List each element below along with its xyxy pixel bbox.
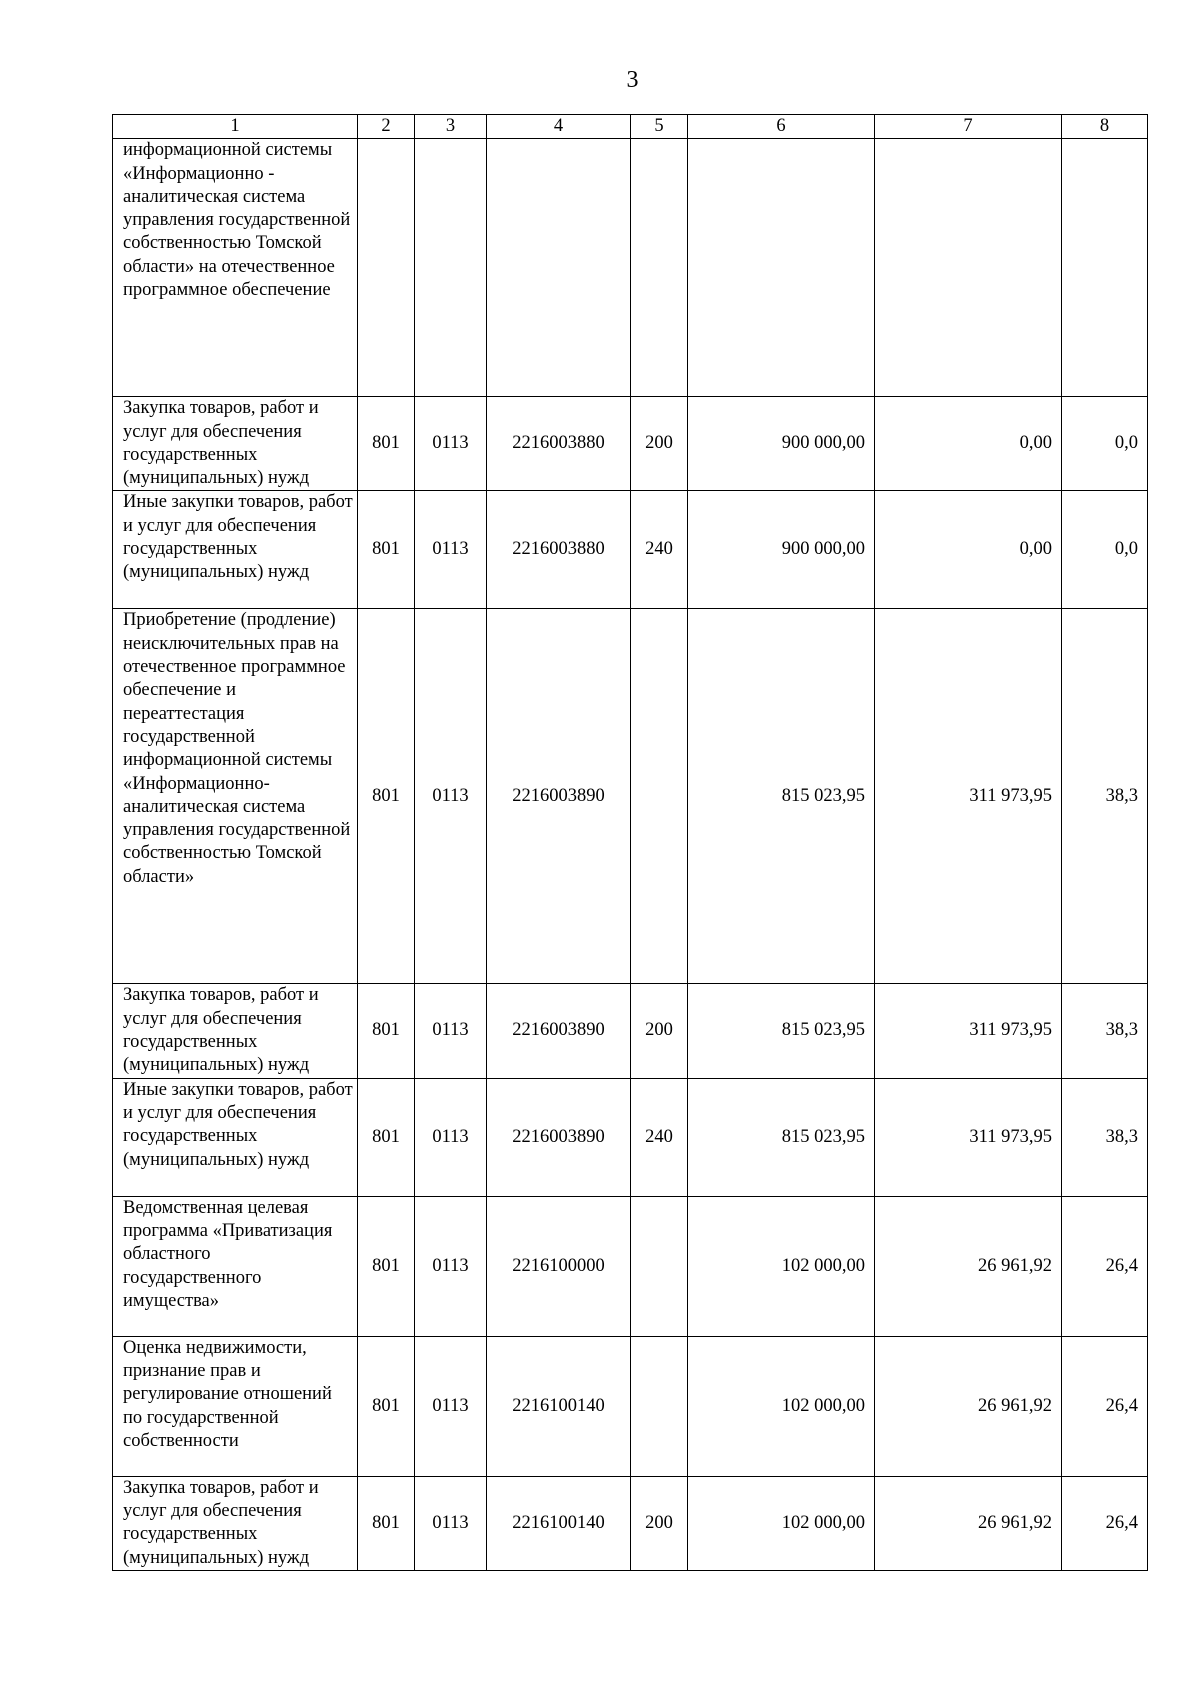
row-name-cell: информационной системы «Информационно - аналитическая система управления государственной собственностью Томской области» на отечественное программное обеспечение	[113, 139, 358, 397]
section-cell: 0113	[415, 1476, 487, 1570]
table-row	[113, 491, 1148, 609]
header-cell: 1	[113, 115, 358, 139]
row-name-cell: Ведомственная целевая программа «Приватизация областного государственного имущества»	[113, 1196, 358, 1336]
code-cell	[358, 139, 415, 397]
table-row	[113, 609, 1148, 984]
header-cell: 4	[487, 115, 631, 139]
executed-cell: 26 961,92	[875, 1336, 1062, 1476]
table-row	[113, 397, 1148, 491]
target-article-cell: 2216003880	[487, 397, 631, 491]
percent-cell: 38,3	[1062, 984, 1148, 1078]
header-cell: 5	[631, 115, 688, 139]
header-cell: 8	[1062, 115, 1148, 139]
section-cell: 0113	[415, 1078, 487, 1196]
row-name-cell: Иные закупки товаров, работ и услуг для обеспечения государственных (муниципальных) нужд	[113, 491, 358, 609]
percent-cell: 38,3	[1062, 609, 1148, 984]
section-cell	[415, 139, 487, 397]
executed-cell: 0,00	[875, 491, 1062, 609]
amount-cell: 815 023,95	[688, 1078, 875, 1196]
row-name-cell: Оценка недвижимости, признание прав и регулирование отношений по государственной собственности	[113, 1336, 358, 1476]
percent-cell: 0,0	[1062, 397, 1148, 491]
table-row	[113, 1196, 1148, 1336]
executed-cell: 26 961,92	[875, 1196, 1062, 1336]
percent-cell: 26,4	[1062, 1336, 1148, 1476]
target-article-cell: 2216100000	[487, 1196, 631, 1336]
section-cell: 0113	[415, 609, 487, 984]
expense-type-cell	[631, 609, 688, 984]
code-cell: 801	[358, 491, 415, 609]
row-name-cell: Закупка товаров, работ и услуг для обеспечения государственных (муниципальных) нужд	[113, 984, 358, 1078]
expense-type-cell: 240	[631, 1078, 688, 1196]
header-cell: 6	[688, 115, 875, 139]
amount-cell: 815 023,95	[688, 609, 875, 984]
executed-cell: 311 973,95	[875, 984, 1062, 1078]
code-cell: 801	[358, 397, 415, 491]
target-article-cell: 2216100140	[487, 1336, 631, 1476]
amount-cell: 102 000,00	[688, 1476, 875, 1570]
amount-cell: 815 023,95	[688, 984, 875, 1078]
expense-type-cell: 240	[631, 491, 688, 609]
header-cell: 7	[875, 115, 1062, 139]
expense-type-cell: 200	[631, 984, 688, 1078]
budget-table	[112, 114, 1148, 1571]
table-row	[113, 984, 1148, 1078]
executed-cell: 26 961,92	[875, 1476, 1062, 1570]
table-row	[113, 1078, 1148, 1196]
section-cell: 0113	[415, 984, 487, 1078]
header-cell: 3	[415, 115, 487, 139]
table-row	[113, 1476, 1148, 1570]
section-cell: 0113	[415, 397, 487, 491]
table-row	[113, 1336, 1148, 1476]
section-cell: 0113	[415, 491, 487, 609]
code-cell: 801	[358, 1078, 415, 1196]
target-article-cell: 2216100140	[487, 1476, 631, 1570]
row-name-cell: Закупка товаров, работ и услуг для обеспечения государственных (муниципальных) нужд	[113, 397, 358, 491]
percent-cell	[1062, 139, 1148, 397]
amount-cell: 900 000,00	[688, 491, 875, 609]
page-number: 3	[626, 67, 639, 93]
row-name-cell: Приобретение (продление) неисключительных прав на отечественное программное обеспечение и переаттестация государственной информационной системы «Информационно-аналитическая система управления государственной собственностью Томской области»	[113, 609, 358, 984]
code-cell: 801	[358, 984, 415, 1078]
executed-cell	[875, 139, 1062, 397]
expense-type-cell	[631, 1336, 688, 1476]
code-cell: 801	[358, 609, 415, 984]
target-article-cell: 2216003890	[487, 984, 631, 1078]
row-name-cell: Закупка товаров, работ и услуг для обеспечения государственных (муниципальных) нужд	[113, 1476, 358, 1570]
amount-cell: 102 000,00	[688, 1196, 875, 1336]
expense-type-cell: 200	[631, 397, 688, 491]
target-article-cell	[487, 139, 631, 397]
row-name-cell: Иные закупки товаров, работ и услуг для обеспечения государственных (муниципальных) нужд	[113, 1078, 358, 1196]
code-cell: 801	[358, 1196, 415, 1336]
executed-cell: 311 973,95	[875, 1078, 1062, 1196]
code-cell: 801	[358, 1476, 415, 1570]
target-article-cell: 2216003890	[487, 1078, 631, 1196]
expense-type-cell	[631, 1196, 688, 1336]
percent-cell: 0,0	[1062, 491, 1148, 609]
amount-cell: 900 000,00	[688, 397, 875, 491]
percent-cell: 26,4	[1062, 1196, 1148, 1336]
target-article-cell: 2216003890	[487, 609, 631, 984]
target-article-cell: 2216003880	[487, 491, 631, 609]
table-row	[113, 139, 1148, 397]
header-cell: 2	[358, 115, 415, 139]
percent-cell: 38,3	[1062, 1078, 1148, 1196]
table-header-row	[113, 115, 1148, 139]
expense-type-cell: 200	[631, 1476, 688, 1570]
expense-type-cell	[631, 139, 688, 397]
amount-cell: 102 000,00	[688, 1336, 875, 1476]
executed-cell: 0,00	[875, 397, 1062, 491]
section-cell: 0113	[415, 1336, 487, 1476]
percent-cell: 26,4	[1062, 1476, 1148, 1570]
section-cell: 0113	[415, 1196, 487, 1336]
code-cell: 801	[358, 1336, 415, 1476]
executed-cell: 311 973,95	[875, 609, 1062, 984]
amount-cell	[688, 139, 875, 397]
